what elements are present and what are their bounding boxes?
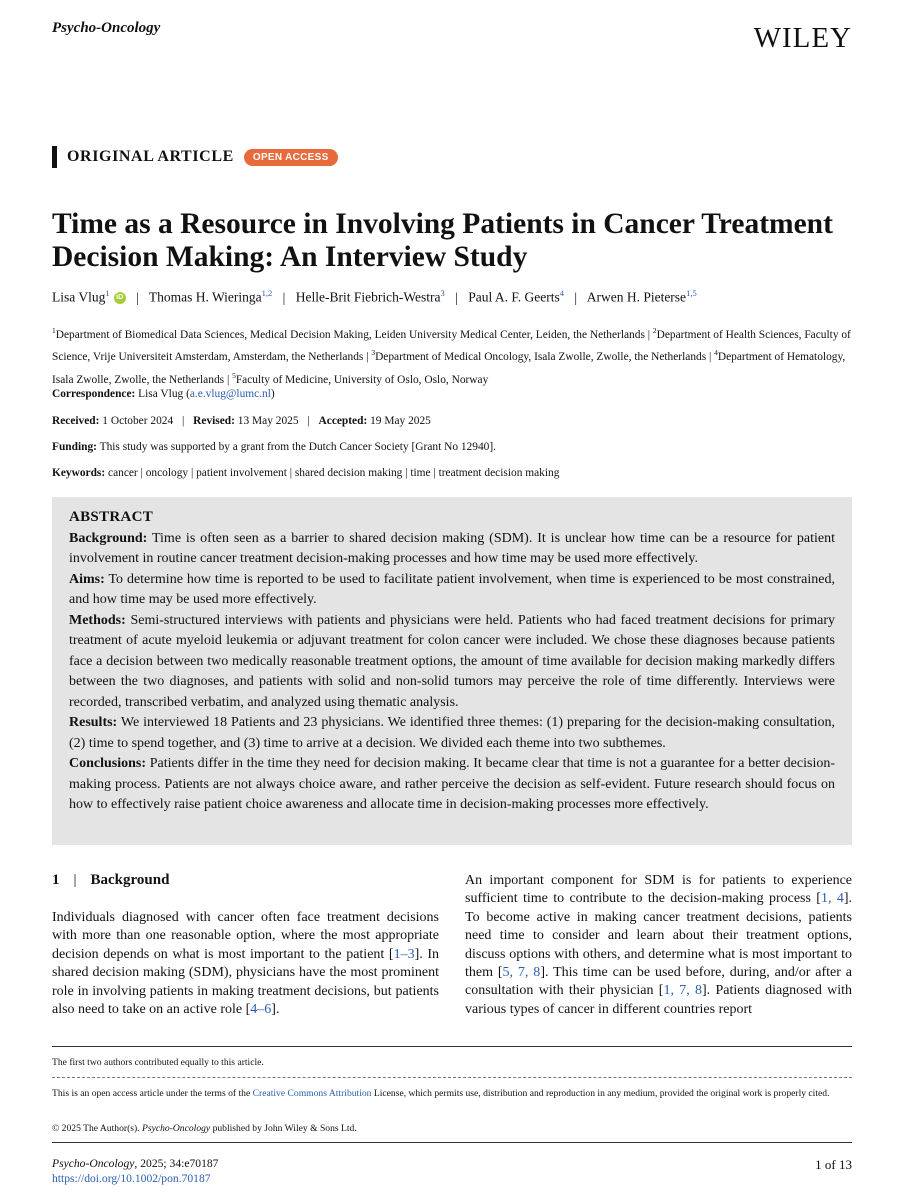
section-bar: |: [73, 872, 77, 888]
keywords-label: Keywords:: [52, 467, 106, 479]
abstract-aims: [69, 570, 835, 611]
author-separator: |: [574, 289, 578, 305]
citation-link[interactable]: 1, 7, 8: [663, 983, 703, 999]
affiliations: [52, 322, 852, 389]
author-list: [52, 288, 697, 306]
orcid-icon[interactable]: iD: [114, 292, 126, 304]
license-note: This is an open access article under the terms of the Creative Commons Attribution License, which permits use, distribution and reproduction in any medium, provided the original work is properly cited.: [52, 1088, 830, 1099]
abstract-methods-text: Semi-structured interviews with patients and physicians were held. Patients who had faced treatment decisions for primary treatment of acute myeloid leukemia or adjuvant treatment for colon cancer were included. We chose these diagnoses because patients face a decision between two medically reasonable treatment options, the amount of time available for decision making markedly differs between the two diagnoses, and patients with solid and non-solid tumors may perceive the role of time differently. Interviews were recorded, transcribed verbatim, and analyzed using thematic analysis.: [69, 612, 835, 710]
author-affil-sup[interactable]: 4: [559, 288, 564, 298]
abstract-background-text: Time is often seen as a barrier to shared decision making (SDM). It is unclear how time can be a resource for patient involvement in routine cancer treatment decision-making processes and how time may be used more effectively.: [69, 530, 835, 566]
correspondence-email-link[interactable]: a.e.vlug@lumc.nl: [189, 388, 271, 400]
affil-number: 5: [232, 370, 236, 380]
author-name[interactable]: Lisa Vlug: [52, 289, 106, 305]
citation-link[interactable]: 4–6: [250, 1002, 272, 1018]
affil-separator: |: [709, 351, 712, 364]
abstract-aims-text: To determine how time is reported to be used to facilitate patient involvement, when time is experienced to be most constrained, and how time may be used more effectively.: [69, 571, 835, 607]
footer-citation: [52, 1157, 218, 1186]
abstract-conclusions-label: Conclusions:: [69, 756, 147, 771]
abstract-background-label: Background:: [69, 530, 148, 546]
footer-divider: [52, 1142, 852, 1143]
body-column-right: [465, 872, 852, 1019]
abstract-conclusions-text: Patients differ in the time they need for decision making. It became clear that time is not a guarantee for a better decision-making process. Patients are not always choice aware, and rather perceive the decision as self-evident. Future research should focus on how to effectively raise patient choice awareness and allocate time in decision-making processes more effectively.: [69, 756, 835, 812]
citation-link[interactable]: 5, 7, 8: [502, 965, 541, 981]
affil-number: 4: [714, 348, 718, 358]
affiliation: Department of Hematology, Isala Zwolle, Zwolle, the Netherlands: [52, 351, 846, 386]
abstract-results-label: Results:: [69, 715, 118, 730]
abstract-methods-label: Methods:: [69, 612, 126, 628]
received-date: 1 October 2024: [102, 415, 174, 427]
accepted-date: 19 May 2025: [370, 415, 431, 427]
publisher-logo: WILEY: [753, 22, 852, 54]
correspondence: Correspondence: Lisa Vlug (a.e.vlug@lumc.nl): [52, 388, 275, 400]
footnote-contrib: The first two authors contributed equally to this article.: [52, 1057, 264, 1068]
keywords: [52, 467, 559, 479]
revised-label: Revised:: [193, 415, 235, 427]
footer-journal: Psycho-Oncology: [52, 1157, 135, 1170]
abstract-heading: ABSTRACT: [69, 509, 154, 525]
affil-number: 1: [52, 326, 56, 335]
copyright-journal: Psycho-Oncology: [141, 1123, 211, 1134]
author-affil-sup[interactable]: 1,5: [686, 288, 697, 298]
date-separator: |: [182, 415, 185, 427]
author-name[interactable]: Arwen H. Pieterse: [586, 289, 687, 305]
keywords-text: cancer | oncology | patient involvement | shared decision making | time | treatment decision making: [108, 467, 560, 479]
citation-link[interactable]: 1–3: [393, 946, 415, 962]
correspondence-name: Lisa Vlug: [138, 388, 184, 400]
accepted-label: Accepted:: [318, 415, 368, 427]
body-paragraph: Individuals diagnosed with cancer often face treatment decisions with more than one reasonable option, where the most appropriate decision depends on what is most important to the patient [1–3]. In shared decision making (SDM), physicians have the most prominent role in involving patients in making treatment decisions, but patients also need to take on an active role [4–6].: [52, 910, 439, 1018]
author-name[interactable]: Paul A. F. Geerts: [468, 289, 560, 305]
author-separator: |: [282, 289, 286, 305]
abstract-methods: [69, 611, 835, 714]
body-column-left: [52, 909, 439, 1019]
author-separator: |: [455, 289, 458, 305]
affil-number: 2: [652, 326, 657, 335]
funding-text: This study was supported by a grant from the Dutch Cancer Society [Grant No 12940].: [99, 441, 496, 453]
author-affil-sup[interactable]: 1,2: [261, 288, 273, 298]
footnote-divider: [52, 1046, 852, 1047]
affiliation: Faculty of Medicine, University of Oslo, Oslo, Norway: [235, 373, 489, 386]
received-label: Received:: [52, 415, 100, 427]
author-affil-sup[interactable]: 3: [440, 288, 445, 298]
abstract-box: [52, 497, 852, 845]
abstract-background: [69, 529, 835, 570]
doi-link[interactable]: https://doi.org/10.1002/pon.70187: [52, 1171, 211, 1185]
abstract-results: [69, 713, 835, 754]
affil-separator: |: [647, 328, 651, 341]
page-number: 1 of 13: [815, 1157, 852, 1172]
section-title: Background: [90, 872, 170, 888]
article-type-bar: [52, 146, 57, 168]
journal-name: Psycho-Oncology: [52, 20, 161, 36]
correspondence-label: Correspondence:: [52, 388, 136, 400]
author-separator: |: [136, 289, 139, 305]
author-name[interactable]: Thomas H. Wieringa: [148, 289, 262, 305]
author-name[interactable]: Helle-Brit Fiebrich-Westra: [295, 289, 441, 305]
citation-link[interactable]: 1, 4: [820, 891, 844, 907]
date-separator: |: [307, 415, 310, 427]
affil-number: 3: [371, 348, 376, 358]
affil-separator: |: [226, 373, 230, 386]
abstract-conclusions: [69, 754, 835, 816]
funding-label: Funding:: [52, 441, 97, 453]
article-title: Time as a Resource in Involving Patients in Cancer Treatment Decision Making: An Interview Study: [52, 208, 833, 273]
footer-citation-text: , 2025; 34:e70187: [134, 1157, 219, 1170]
affil-separator: |: [366, 351, 369, 364]
article-type-label: ORIGINAL ARTICLE: [67, 148, 234, 165]
affiliation: Department of Medical Oncology, Isala Zwolle, Zwolle, the Netherlands: [375, 351, 707, 364]
article-dates: [52, 415, 431, 427]
footnote-divider-dashed: [52, 1077, 852, 1078]
article-type: [52, 146, 338, 168]
section-heading: [52, 872, 169, 889]
open-access-badge: OPEN ACCESS: [244, 149, 338, 166]
author-affil-sup[interactable]: 1: [105, 288, 110, 298]
affiliation: Department of Health Sciences, Faculty of Science, Vrije Universiteit Amsterdam, Amsterdam, the Netherlands: [52, 328, 851, 364]
abstract-aims-label: Aims:: [69, 571, 105, 587]
revised-date: 13 May 2025: [237, 415, 299, 427]
section-number: 1: [52, 872, 60, 888]
funding: [52, 441, 496, 453]
copyright-note: © 2025 The Author(s). Psycho-Oncology published by John Wiley & Sons Ltd.: [52, 1123, 357, 1134]
abstract-results-text: We interviewed 18 Patients and 23 physicians. We identified three themes: (1) preparing for the decision-making consultation, (2) time to spend together, and (3) time to arrive at a decision. We divided each theme into two subthemes.: [69, 715, 836, 751]
cc-license-link[interactable]: Creative Commons Attribution: [252, 1088, 372, 1099]
body-paragraph: An important component for SDM is for patients to experience sufficient time to contribute to the decision-making process [1, 4]. To become active in making cancer treatment decisions, patients need time to consider and learn about their treatment options, discuss options with others, and determine what is most important to them [5, 7, 8]. This time can be used before, during, and/or after a consultation with their physician [1, 7, 8]. Patients diagnosed with various types of cancer in different countries report: [465, 873, 853, 1017]
affiliation: Department of Biomedical Data Sciences, Medical Decision Making, Leiden University Medical Center, Leiden, the Netherlands: [55, 328, 645, 341]
